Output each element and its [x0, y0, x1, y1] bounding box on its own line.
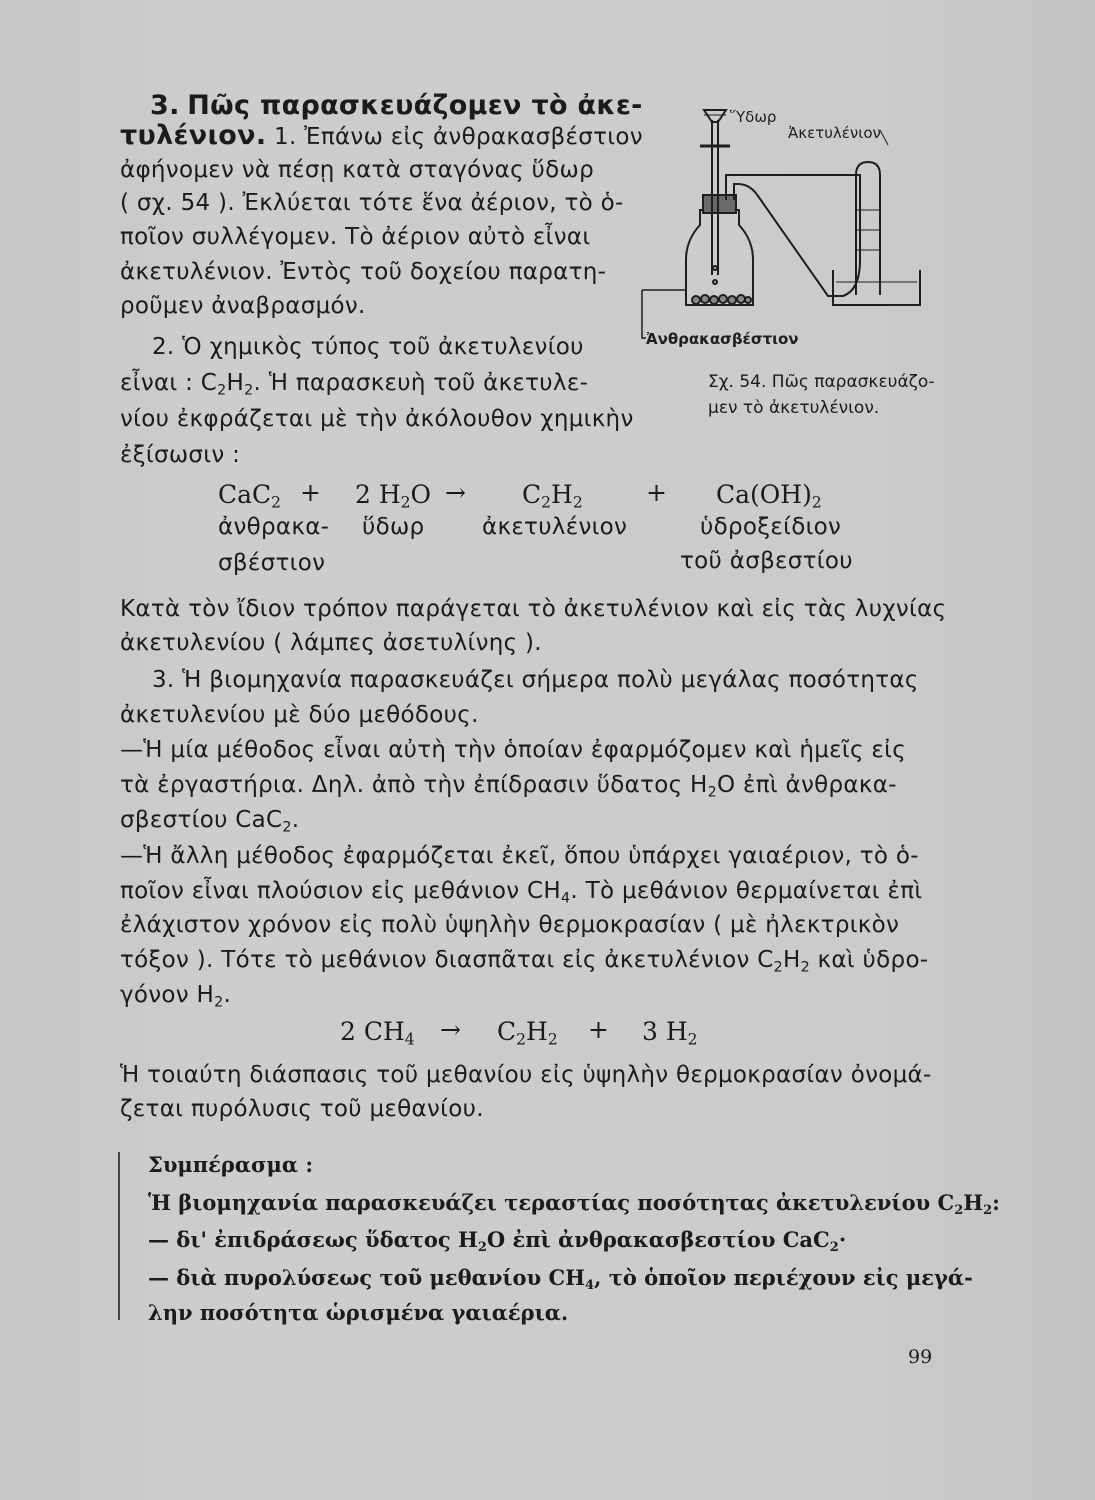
- p4-line4: τὰ ἐργαστήρια. Δηλ. ἀπὸ τὴν ἐπίδρασιν ὕδατος $H_2O$ ἐπὶ ἀνθρακα-: [120, 772, 897, 801]
- eq1-name1-line1: ἀνθρακα-: [218, 514, 330, 540]
- eq2-term2: $C_2H_2$: [497, 1017, 558, 1049]
- p3-line1: Κατὰ τὸν ἴδιον τρόπον παράγεται τὸ ἀκετυλένιον καὶ εἰς τὰς λυχνίας: [120, 596, 947, 622]
- p2-line2-b: H: [226, 370, 245, 396]
- eq1-term1: CaC$_2$: [218, 480, 282, 512]
- label-water: Ὕδωρ: [730, 108, 777, 126]
- conclusion-line1: Ἡ βιομηχανία παρασκευάζει τεραστίας ποσότητας ἀκετυλενίου $C_2H_2$:: [148, 1190, 1000, 1218]
- water-trough: [833, 270, 920, 305]
- p2-line2-a: εἶναι : C: [120, 370, 218, 396]
- eq1-term4: $Ca(OH)_2$: [716, 480, 822, 512]
- conclusion-line3: — διὰ πυρολύσεως τοῦ μεθανίου $CH_4$, τὸ ὁποῖον περιέχουν εἰς μεγά-: [148, 1265, 973, 1293]
- p4-line2: ἀκετυλενίου μὲ δύο μεθόδους.: [120, 702, 479, 728]
- p3-line2: ἀκετυλενίου ( λάμπες ἀσετυλίνης ).: [120, 630, 542, 656]
- p1-line4: ποῖον συλλέγομεν. Τὸ ἀέριον αὐτὸ εἶναι: [120, 224, 591, 250]
- p2-line2-c: . Ἡ παρασκευὴ τοῦ ἀκετυλε-: [253, 370, 589, 396]
- p5-line1: Ἡ τοιαύτη διάσπασις τοῦ μεθανίου εἰς ὑψηλὴν θερμοκρασίαν ὀνομά-: [120, 1062, 932, 1088]
- p1-line3: ( σχ. 54 ). Ἐκλύεται τότε ἕνα ἀέριον, τὸ ὁ-: [120, 190, 624, 216]
- eq1-term3: $C_2H_2$: [522, 480, 583, 512]
- heading-line-1: [150, 90, 643, 121]
- heading-line-2: [120, 120, 643, 151]
- eq1-name4-line1: ὑδροξείδιον: [700, 514, 842, 540]
- figure-caption-line2: μεν τὸ ἀκετυλένιον.: [708, 398, 880, 418]
- p2-line1: 2. Ὁ χημικὸς τύπος τοῦ ἀκετυλενίου: [152, 334, 584, 360]
- p1-line1: 1. Ἐπάνω εἰς ἀνθρακασβέστιον: [274, 124, 643, 150]
- funnel: [704, 110, 726, 122]
- p2-line2: [120, 370, 589, 399]
- section-number: 3.: [150, 90, 180, 121]
- p4-line6: —Ἡ ἄλλη μέθοδος ἐφαρμόζεται ἐκεῖ, ὅπου ὑπάρχει γαιαέριον, τὸ ὁ-: [120, 843, 919, 869]
- label-acetylene: Ἀκετυλένιον: [788, 124, 881, 142]
- p2-line4: ἐξίσωσιν :: [120, 442, 241, 468]
- eq2-term3: 3 $H_2$: [642, 1017, 698, 1049]
- eq1-name1-line2: σβέστιον: [218, 550, 326, 576]
- eq1-name2: ὕδωρ: [362, 514, 425, 540]
- p1-line5: ἀκετυλένιον. Ἐντὸς τοῦ δοχείου παρατη-: [120, 259, 607, 285]
- p5-line2: ζεται πυρόλυσις τοῦ μεθανίου.: [120, 1096, 484, 1122]
- drop: [713, 266, 717, 270]
- eq1-plus1: +: [300, 478, 321, 507]
- section-title: Πῶς παρασκευάζομεν τὸ ἀκε-: [187, 90, 643, 121]
- p4-line1: 3. Ἡ βιομηχανία παρασκευάζει σήμερα πολὺ μεγάλας ποσότητας: [152, 667, 919, 693]
- p1-line6: ροῦμεν ἀναβρασμόν.: [120, 293, 366, 319]
- p4-line3: —Ἡ μία μέθοδος εἶναι αὐτὴ τὴν ὁποίαν ἐφαρμόζομεν καὶ ἡμεῖς εἰς: [120, 737, 907, 763]
- conclusion-rule: [118, 1152, 120, 1320]
- eq1-plus2: +: [646, 478, 667, 507]
- label-carbide: Ἀνθρακασβέστιον: [646, 330, 799, 348]
- stopper: [703, 195, 736, 213]
- p4-line8: ἐλάχιστον χρόνον εἰς πολὺ ὑψηλὴν θερμοκρασίαν ( μὲ ἠλεκτρικὸν: [120, 912, 900, 938]
- section-title-cont: τυλένιον.: [120, 120, 267, 151]
- page-number: 99: [908, 1346, 933, 1368]
- eq1-name3: ἀκετυλένιον: [482, 514, 628, 540]
- p4-line5: σβεστίου CaC$_2$.: [120, 807, 300, 836]
- conclusion-line4: λην ποσότητα ὡρισμένα γαιαέρια.: [148, 1300, 569, 1325]
- eq1-term2: 2 $H_2O$: [355, 480, 432, 512]
- conclusion-line2: — δι' ἐπιδράσεως ὕδατος $H_2O$ ἐπὶ ἀνθρακασβεστίου CaC$_2$·: [148, 1227, 847, 1255]
- sub: 2: [244, 382, 254, 399]
- p1-line2: ἀφήνομεν νὰ πέσῃ κατὰ σταγόνας ὕδωρ: [120, 157, 594, 183]
- carbide-lumps: [692, 295, 751, 304]
- eq1-arrow: →: [445, 478, 466, 507]
- eq2-term1: 2 $CH_4$: [340, 1017, 415, 1049]
- bottle: [686, 210, 753, 305]
- p4-line10: γόνον $H_2$.: [120, 982, 232, 1011]
- p4-line9: τόξον ). Τότε τὸ μεθάνιον διασπᾶται εἰς ἀκετυλένιον $C_2H_2$ καὶ ὑδρο-: [120, 947, 929, 976]
- p4-line7: ποῖον εἶναι πλούσιον εἰς μεθάνιον $CH_4$. Τὸ μεθάνιον θερμαίνεται ἐπὶ: [120, 878, 923, 907]
- sub: 2: [217, 382, 227, 399]
- conclusion-title: Συμπέρασμα :: [148, 1152, 314, 1177]
- drop: [713, 280, 717, 284]
- apparatus-figure: [638, 100, 938, 350]
- eq2-arrow: →: [440, 1015, 461, 1044]
- p2-line3: νίου ἐκφράζεται μὲ τὴν ἀκόλουθον χημικὴν: [120, 406, 634, 432]
- figure-caption-line1: Σχ. 54. Πῶς παρασκευάζο-: [708, 372, 935, 392]
- eq2-plus: +: [588, 1015, 609, 1044]
- eq1-name4-line2: τοῦ ἀσβεστίου: [680, 548, 853, 574]
